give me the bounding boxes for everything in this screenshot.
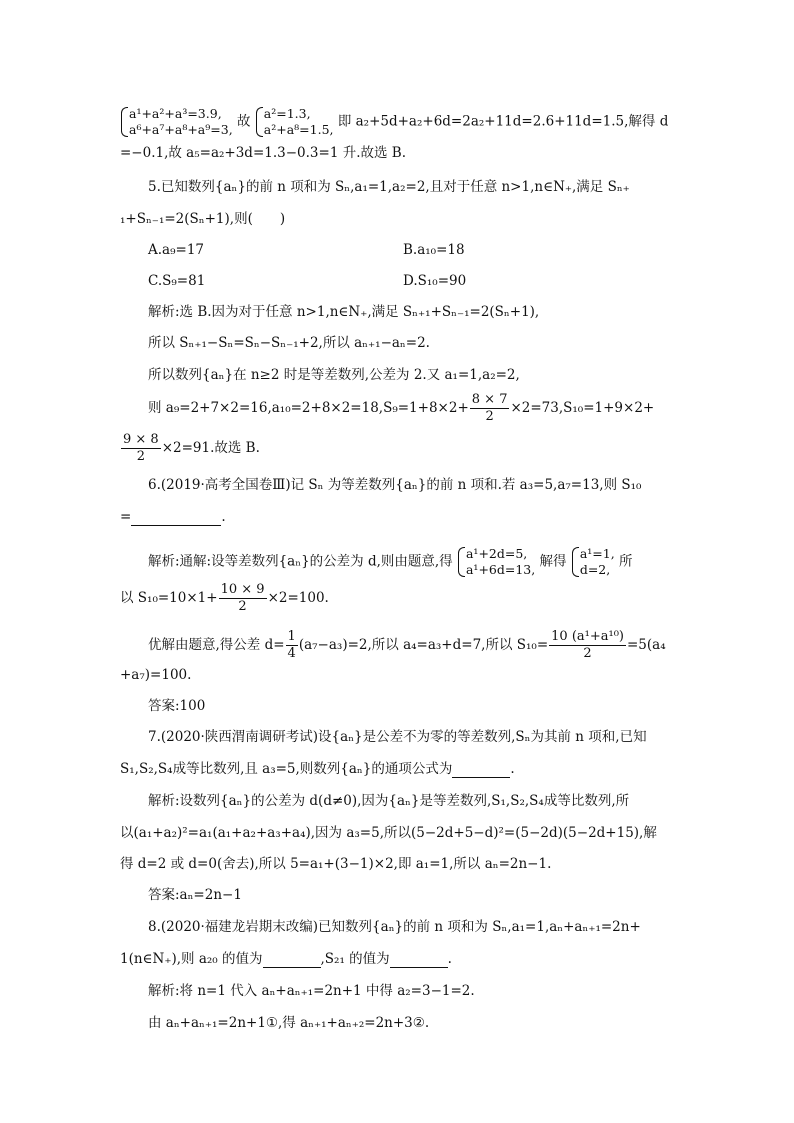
q6-solution-1: 解析:通解:设等差数列{aₙ}的公差为 d,则由题意,得 a¹+2d=5, a¹+6d=13, 解得 a¹=1, d=2, 所 [148,546,633,577]
system-bracket: a¹+a²+a³=3.9, a⁶+a⁷+a⁸+a⁹=3, [120,106,233,138]
q5-option-a: A.a₉=17 [148,242,204,258]
p1-line2: =−0.1,故 a₅=a₂+3d=1.3−0.3=1 升.故选 B. [120,145,406,161]
fraction: $\frac{\text{10 (a¹+a¹⁰)}}{2}$ [551,629,624,661]
fraction: $\frac{10 \times 9}{2}$ [220,582,265,614]
q5-stem-2: ₁+Sₙ₋₁=2(Sₙ+1),则( ) [120,211,286,227]
q8-stem-1: 8.(2020·福建龙岩期末改编)已知数列{aₙ}的前 n 项和为 Sₙ,a₁=1,aₙ+aₙ₊₁=2n+ [148,919,641,935]
answer-blank[interactable] [263,953,321,968]
q7-solution-1: 解析:设数列{aₙ}的公差为 d(d≠0),因为{aₙ}是等差数列,S₁,S₂,S₄成等比数列,所 [148,793,630,809]
q6-stem-2: = . [120,509,226,525]
answer-blank[interactable] [131,511,221,526]
p1-line1: a¹+a²+a³=3.9, a⁶+a⁷+a⁸+a⁹=3, 故 a²=1.3, a²+a⁸=1.5, 即 a₂+5d+a₂+6d=2a₂+11d=2.6+11d=1.5,解得 d [120,106,668,138]
q8-solution-2: 由 aₙ+aₙ₊₁=2n+1①,得 aₙ₊₁+aₙ₊₂=2n+3②. [148,1015,430,1031]
q5-solution-4: 则 a₉=2+7×2=16,a₁₀=2+8×2=18,S₉=1+8×2+ $\frac{8 \times 7}{2}$ ×2=73,S₁₀=1+9×2+ [148,392,655,424]
system-bracket: a¹=1, d=2, [571,546,615,578]
q6-solution-4: +a₇)=100. [120,667,192,683]
system-bracket: a²=1.3, a²+a⁸=1.5, [255,106,334,138]
system-bracket: a¹+2d=5, a¹+6d=13, [457,546,535,578]
q7-answer: 答案:aₙ=2n−1 [148,887,242,903]
q6-stem-1: 6.(2019·高考全国卷Ⅲ)记 Sₙ 为等差数列{aₙ}的前 n 项和.若 a₃=5,a₇=13,则 S₁₀ [148,477,642,493]
fraction: $\frac{9 \times 8}{2}$ [123,432,159,464]
q8-solution-1: 解析:将 n=1 代入 aₙ+aₙ₊₁=2n+1 中得 a₂=3−1=2. [148,983,475,999]
q5-option-d: D.S₁₀=90 [403,273,467,289]
q7-stem-2: S₁,S₂,S₄成等比数列,且 a₃=5,则数列{aₙ}的通项公式为 . [120,761,515,777]
q5-solution-3: 所以数列{aₙ}在 n≥2 时是等差数列,公差为 2.又 a₁=1,a₂=2, [148,367,520,383]
q7-solution-3: 得 d=2 或 d=0(舍去),所以 5=a₁+(3−1)×2,即 a₁=1,所以 aₙ=2n−1. [120,856,552,872]
q5-stem-1: 5.已知数列{aₙ}的前 n 项和为 Sₙ,a₁=1,a₂=2,且对于任意 n>1,n∈N₊,满足 Sₙ₊ [148,179,630,195]
q7-stem-1: 7.(2020·陕西渭南调研考试)设{aₙ}是公差不为零的等差数列,Sₙ为其前 n 项和,已知 [148,729,647,745]
q5-solution-1: 解析:选 B.因为对于任意 n>1,n∈N₊,满足 Sₙ₊₁+Sₙ₋₁=2(Sₙ+1), [148,304,540,320]
q6-solution-3: 优解由题意,得公差 d= $\frac{1}{4}$ (a₇−a₃)=2,所以 a₄=a₃+d=7,所以 S₁₀= $\frac{\text{10 (a¹+a¹⁰)}}{2}$ =5(a₄ [148,629,666,661]
q5-option-b: B.a₁₀=18 [403,242,465,258]
q5-option-c: C.S₉=81 [148,273,206,289]
fraction: $\frac{1}{4}$ [287,629,296,661]
q5-solution-5: $\frac{9 \times 8}{2}$ ×2=91.故选 B. [123,432,260,464]
answer-blank[interactable] [452,763,510,778]
answer-blank[interactable] [390,953,448,968]
q7-solution-2: 以(a₁+a₂)²=a₁(a₁+a₂+a₃+a₄),因为 a₃=5,所以(5−2d+5−d)²=(5−2d)(5−2d+15),解 [120,825,657,841]
q6-answer: 答案:100 [148,698,206,714]
fraction: $\frac{8 \times 7}{2}$ [471,392,508,424]
q6-solution-2: 以 S₁₀=10×1+ $\frac{10 \times 9}{2}$ ×2=100. [120,582,329,614]
q8-stem-2: 1(n∈N₊),则 a₂₀ 的值为 ,S₂₁ 的值为 . [120,951,452,967]
q5-solution-2: 所以 Sₙ₊₁−Sₙ=Sₙ−Sₙ₋₁+2,所以 aₙ₊₁−aₙ=2. [148,335,430,351]
